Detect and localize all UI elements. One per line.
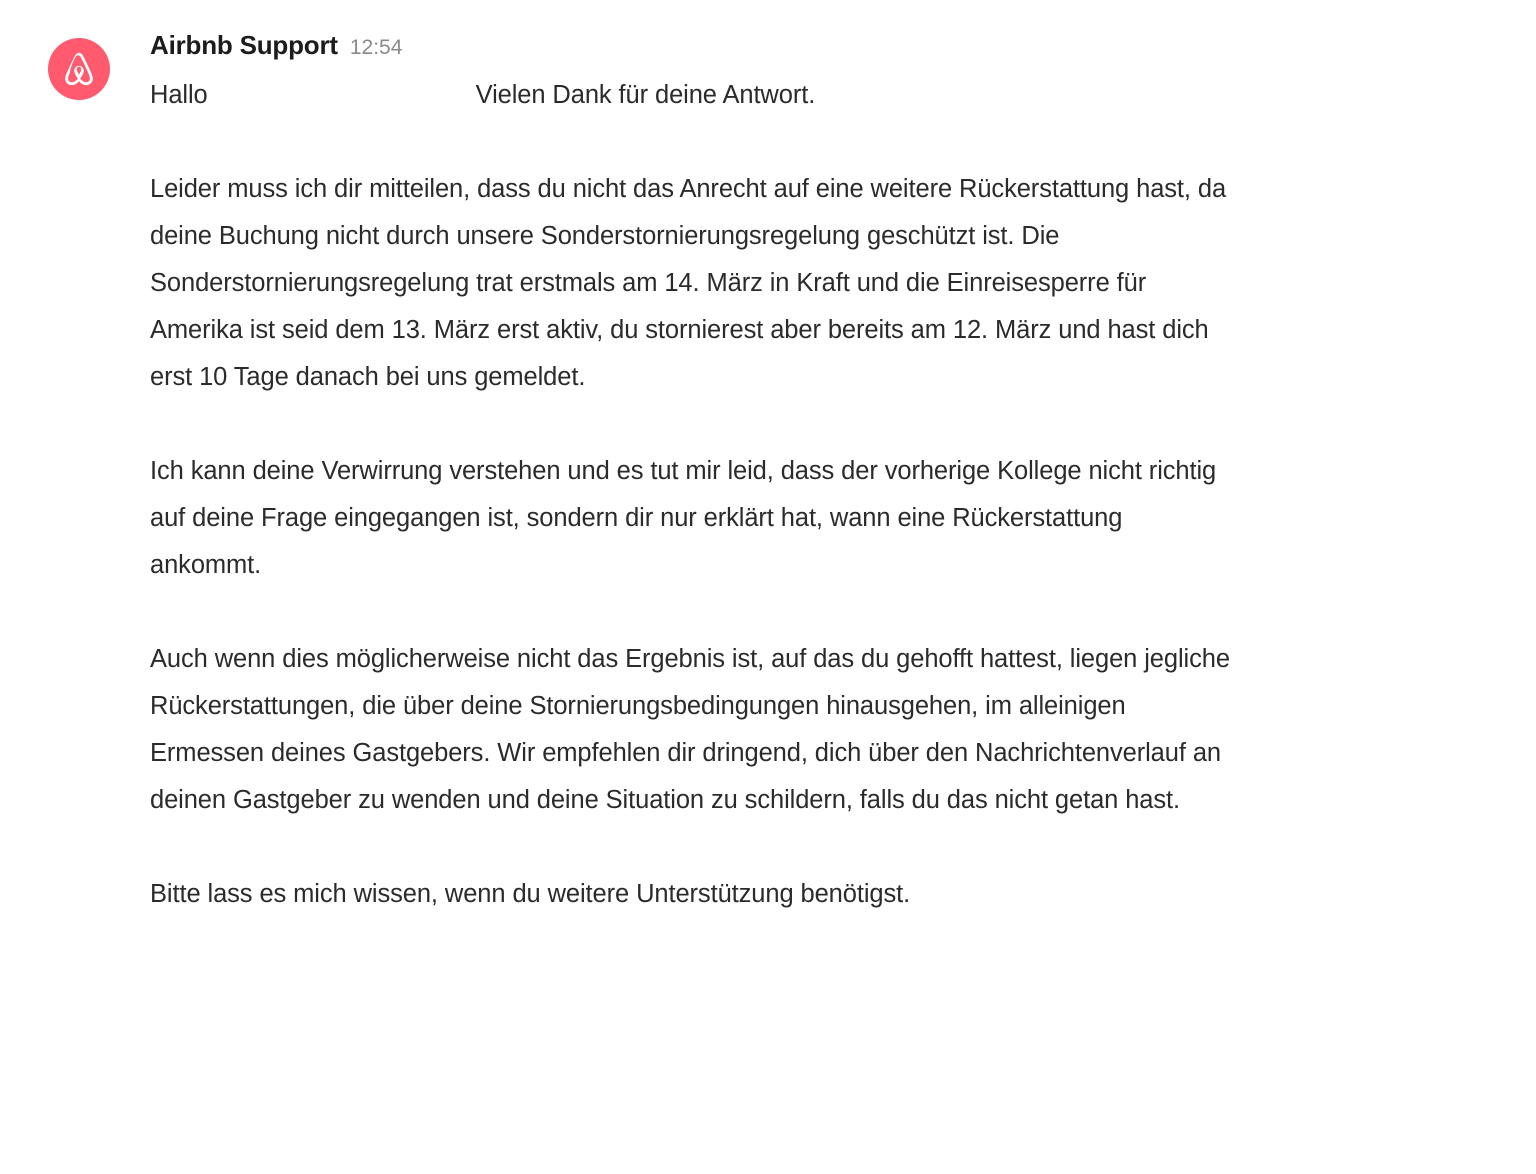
- message-text: [150, 72, 1250, 918]
- greeting-text: Hallo: [150, 81, 208, 109]
- paragraph-3: Auch wenn dies möglicherweise nicht das Ergebnis ist, auf das du gehofft hattest, liegen jegliche Rückerstattungen, die über deine Stornierungsbedingungen hinausgehen, im alleinigen Ermessen deines Gastgebers. Wir empfehlen dir dringend, dich über den Nachrichtenverlauf an deinen Gastgeber zu wenden und deine Situation zu schildern, falls du das nicht getan hast.: [150, 645, 1230, 814]
- greeting-name-placeholder: [208, 72, 476, 119]
- paragraph-4: Bitte lass es mich wissen, wenn du weitere Unterstützung benötigst.: [150, 880, 911, 908]
- message-body: [150, 30, 1496, 918]
- avatar: [48, 38, 110, 100]
- paragraph-2: Ich kann deine Verwirrung verstehen und es tut mir leid, dass der vorherige Kollege nicht richtig auf deine Frage eingegangen ist, sondern dir nur erklärt hat, wann eine Rückerstattung ankommt.: [150, 457, 1217, 579]
- message-header: [150, 30, 1496, 72]
- message-timestamp: 12:54: [349, 36, 403, 59]
- greeting-followup-text: Vielen Dank für deine Antwort.: [475, 81, 816, 109]
- airbnb-logo-icon: [60, 50, 98, 88]
- sender-name: Airbnb Support: [150, 30, 338, 60]
- greeting-line: [150, 72, 1250, 119]
- paragraph-1: Leider muss ich dir mitteilen, dass du nicht das Anrecht auf eine weitere Rückerstattung hast, da deine Buchung nicht durch unsere Sonderstornierungsregelung geschützt ist. Die Sonderstornierungsregelung trat erstmals am 14. März in Kraft und die Einreisesperre für Amerika ist seid dem 13. März erst aktiv, du stornierest aber bereits am 12. März und hast dich erst 10 Tage danach bei uns gemeldet.: [150, 175, 1227, 391]
